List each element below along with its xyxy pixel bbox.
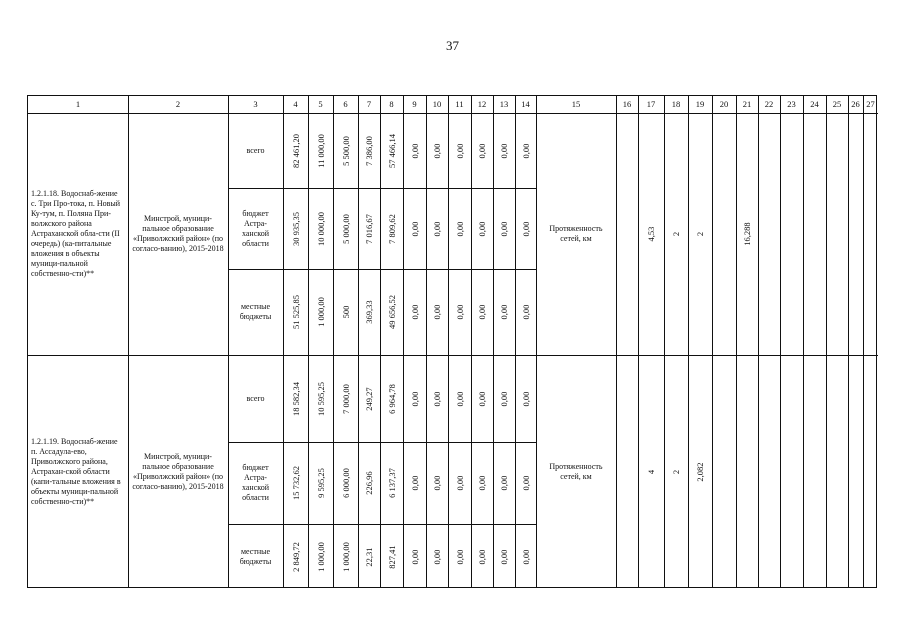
- amount-value: 0,00: [432, 549, 442, 564]
- column-divider: [128, 96, 129, 587]
- amount-value: 0,00: [409, 221, 420, 236]
- amount-value: 0,00: [520, 304, 531, 320]
- column-header-5: 5: [318, 99, 323, 109]
- column-divider: [863, 96, 864, 587]
- column-divider: [515, 96, 516, 587]
- amount-value: 0,00: [409, 143, 420, 158]
- amount-value: 0,00: [520, 391, 531, 406]
- column-divider: [380, 96, 381, 587]
- amount-value: 0,00: [454, 221, 465, 236]
- amount-value: 9 595,25: [315, 468, 326, 498]
- amount-value: 7 386,00: [364, 135, 374, 166]
- amount-value: 0,00: [520, 549, 531, 564]
- amount-value: 10 000,00: [315, 211, 326, 246]
- column-divider: [848, 96, 849, 587]
- column-divider: [712, 96, 713, 587]
- column-divider: [333, 96, 334, 587]
- amount-value: 15 732,62: [290, 466, 301, 500]
- item-description: 1.2.1.18. Водоснаб-жение с. Три Про-тока, п. Новый Ку-тум, п. Поляна При-волжского района Астраханской обла-сти (II очередь) (ка-питальные вложения в объекты муници-пальной собственно-сти)**: [31, 189, 121, 278]
- amount-value: 0,00: [499, 304, 509, 320]
- column-divider: [780, 96, 781, 587]
- column-header-19: 19: [695, 99, 705, 109]
- funding-source-label: всего: [246, 145, 265, 155]
- amount-value: 0,00: [520, 221, 531, 236]
- amount-value: 0,00: [432, 304, 442, 320]
- column-header-27: 27: [866, 99, 875, 109]
- amount-value: 0,00: [454, 304, 465, 320]
- amount-value: 0,00: [477, 475, 487, 491]
- amount-value: 22,31: [364, 546, 374, 567]
- item-description: 1.2.1.19. Водоснаб-жение п. Ассадула-ево, Приволжского района, Астрахан-ской области (капи-тальные вложения в объекты муници-пальной собственно-сти)**: [31, 437, 121, 506]
- executor-text: Минстрой, муници-пальное образование «Приволжский район» (по согласо-ванию), 2015-2018: [132, 452, 224, 491]
- amount-value: 0,00: [477, 221, 487, 236]
- column-header-17: 17: [646, 99, 656, 109]
- column-divider: [803, 96, 804, 587]
- amount-value: 6 137,37: [386, 468, 397, 498]
- executor-text: Минстрой, муници-пальное образование «Приволжский район» (по согласо-ванию), 2015-2018: [132, 214, 224, 253]
- column-header-16: 16: [622, 99, 632, 109]
- amount-value: 7 016,67: [364, 213, 374, 244]
- column-divider: [426, 96, 427, 587]
- target-value-c18: 2: [671, 469, 681, 475]
- amount-value: 30 935,35: [290, 211, 301, 246]
- amount-value: 6 000,00: [340, 468, 351, 498]
- column-header-25: 25: [832, 99, 842, 109]
- amount-value: 0,00: [477, 143, 487, 158]
- amount-value: 0,00: [499, 475, 509, 491]
- page-number: 37: [446, 38, 459, 53]
- funding-source-label: местные бюджеты: [239, 546, 272, 566]
- column-header-8: 8: [389, 99, 394, 109]
- amount-value: 10 595,25: [315, 381, 326, 416]
- column-divider: [228, 96, 229, 587]
- column-header-23: 23: [787, 99, 796, 109]
- column-header-13: 13: [499, 99, 509, 109]
- amount-value: 0,00: [499, 549, 509, 564]
- amount-value: 226,96: [364, 471, 374, 495]
- amount-value: 0,00: [520, 143, 531, 158]
- target-value-c19: 2,082: [695, 462, 705, 482]
- column-divider: [403, 96, 404, 587]
- amount-value: 5 000,00: [340, 213, 351, 244]
- column-header-26: 26: [851, 99, 860, 109]
- amount-value: 1 000,00: [340, 541, 351, 572]
- amount-value: 1 000,00: [315, 297, 326, 327]
- column-header-2: 2: [175, 99, 181, 109]
- column-header-7: 7: [366, 99, 372, 109]
- amount-value: 6 964,78: [386, 383, 397, 414]
- column-header-11: 11: [455, 99, 464, 109]
- column-header-9: 9: [412, 99, 417, 109]
- amount-value: 18 582,34: [290, 381, 301, 416]
- funding-source-label: местные бюджеты: [239, 302, 272, 321]
- column-header-4: 4: [293, 99, 298, 109]
- amount-value: 7 000,00: [340, 383, 351, 414]
- target-value-c17: 4: [646, 469, 656, 475]
- amount-value: 827,41: [386, 544, 397, 569]
- amount-value: 0,00: [499, 221, 509, 236]
- amount-value: 0,00: [454, 143, 465, 158]
- column-header-1: 1: [75, 99, 81, 109]
- column-divider: [638, 96, 639, 587]
- amount-value: 51 525,85: [290, 295, 301, 329]
- column-divider: [758, 96, 759, 587]
- target-value-c21: 16,288: [742, 222, 752, 246]
- amount-value: 0,00: [409, 475, 420, 491]
- funding-source-label: бюджет Астра-ханской области: [241, 208, 270, 248]
- amount-value: 0,00: [454, 549, 465, 564]
- column-divider: [283, 96, 284, 587]
- amount-value: 0,00: [432, 391, 442, 406]
- column-divider: [826, 96, 827, 587]
- column-header-21: 21: [742, 99, 752, 109]
- amount-value: 249,27: [364, 386, 374, 411]
- target-value-c17: 4,53: [646, 226, 656, 242]
- amount-value: 0,00: [499, 143, 509, 158]
- amount-value: 5 500,00: [340, 135, 351, 166]
- amount-value: 0,00: [409, 549, 420, 564]
- column-header-24: 24: [810, 99, 819, 109]
- column-divider: [448, 96, 449, 587]
- amount-value: 0,00: [477, 304, 487, 320]
- amount-value: 500: [340, 305, 351, 319]
- budget-table: [27, 95, 877, 588]
- amount-value: 0,00: [477, 549, 487, 564]
- amount-value: 82 461,20: [290, 133, 301, 168]
- column-divider: [616, 96, 617, 587]
- column-header-14: 14: [521, 99, 530, 109]
- amount-value: 7 809,62: [386, 213, 397, 244]
- column-header-3: 3: [253, 99, 258, 109]
- amount-value: 0,00: [432, 143, 442, 158]
- target-value-c19: 2: [695, 231, 705, 237]
- column-header-15: 15: [571, 99, 581, 109]
- column-header-6: 6: [343, 99, 348, 109]
- amount-value: 0,00: [454, 475, 465, 491]
- amount-value: 57 466,14: [386, 133, 397, 168]
- amount-value: 1 000,00: [315, 541, 326, 572]
- indicator-name: Протяженность сетей, км: [549, 462, 603, 481]
- amount-value: 2 849,72: [290, 541, 301, 572]
- column-header-10: 10: [432, 99, 442, 109]
- amount-value: 11 000,00: [315, 133, 326, 168]
- indicator-name: Протяженность сетей, км: [549, 224, 603, 243]
- amount-value: 49 656,52: [386, 295, 397, 329]
- amount-value: 0,00: [520, 475, 531, 491]
- target-value-c18: 2: [671, 231, 681, 237]
- amount-value: 0,00: [432, 475, 442, 491]
- amount-value: 0,00: [499, 391, 509, 406]
- column-header-22: 22: [764, 99, 774, 109]
- column-divider: [308, 96, 309, 587]
- column-divider: [664, 96, 665, 587]
- column-divider: [493, 96, 494, 587]
- column-divider: [471, 96, 472, 587]
- column-divider: [536, 96, 537, 587]
- column-header-18: 18: [671, 99, 681, 109]
- column-divider: [736, 96, 737, 587]
- column-divider: [358, 96, 359, 587]
- amount-value: 369,33: [364, 300, 374, 324]
- funding-source-label: всего: [246, 393, 265, 403]
- amount-value: 0,00: [432, 221, 442, 236]
- amount-value: 0,00: [477, 391, 487, 406]
- column-header-20: 20: [719, 99, 729, 109]
- amount-value: 0,00: [454, 391, 465, 406]
- funding-source-label: бюджет Астра-ханской области: [241, 463, 270, 502]
- column-header-12: 12: [477, 99, 487, 109]
- column-divider: [688, 96, 689, 587]
- amount-value: 0,00: [409, 391, 420, 406]
- amount-value: 0,00: [409, 304, 420, 320]
